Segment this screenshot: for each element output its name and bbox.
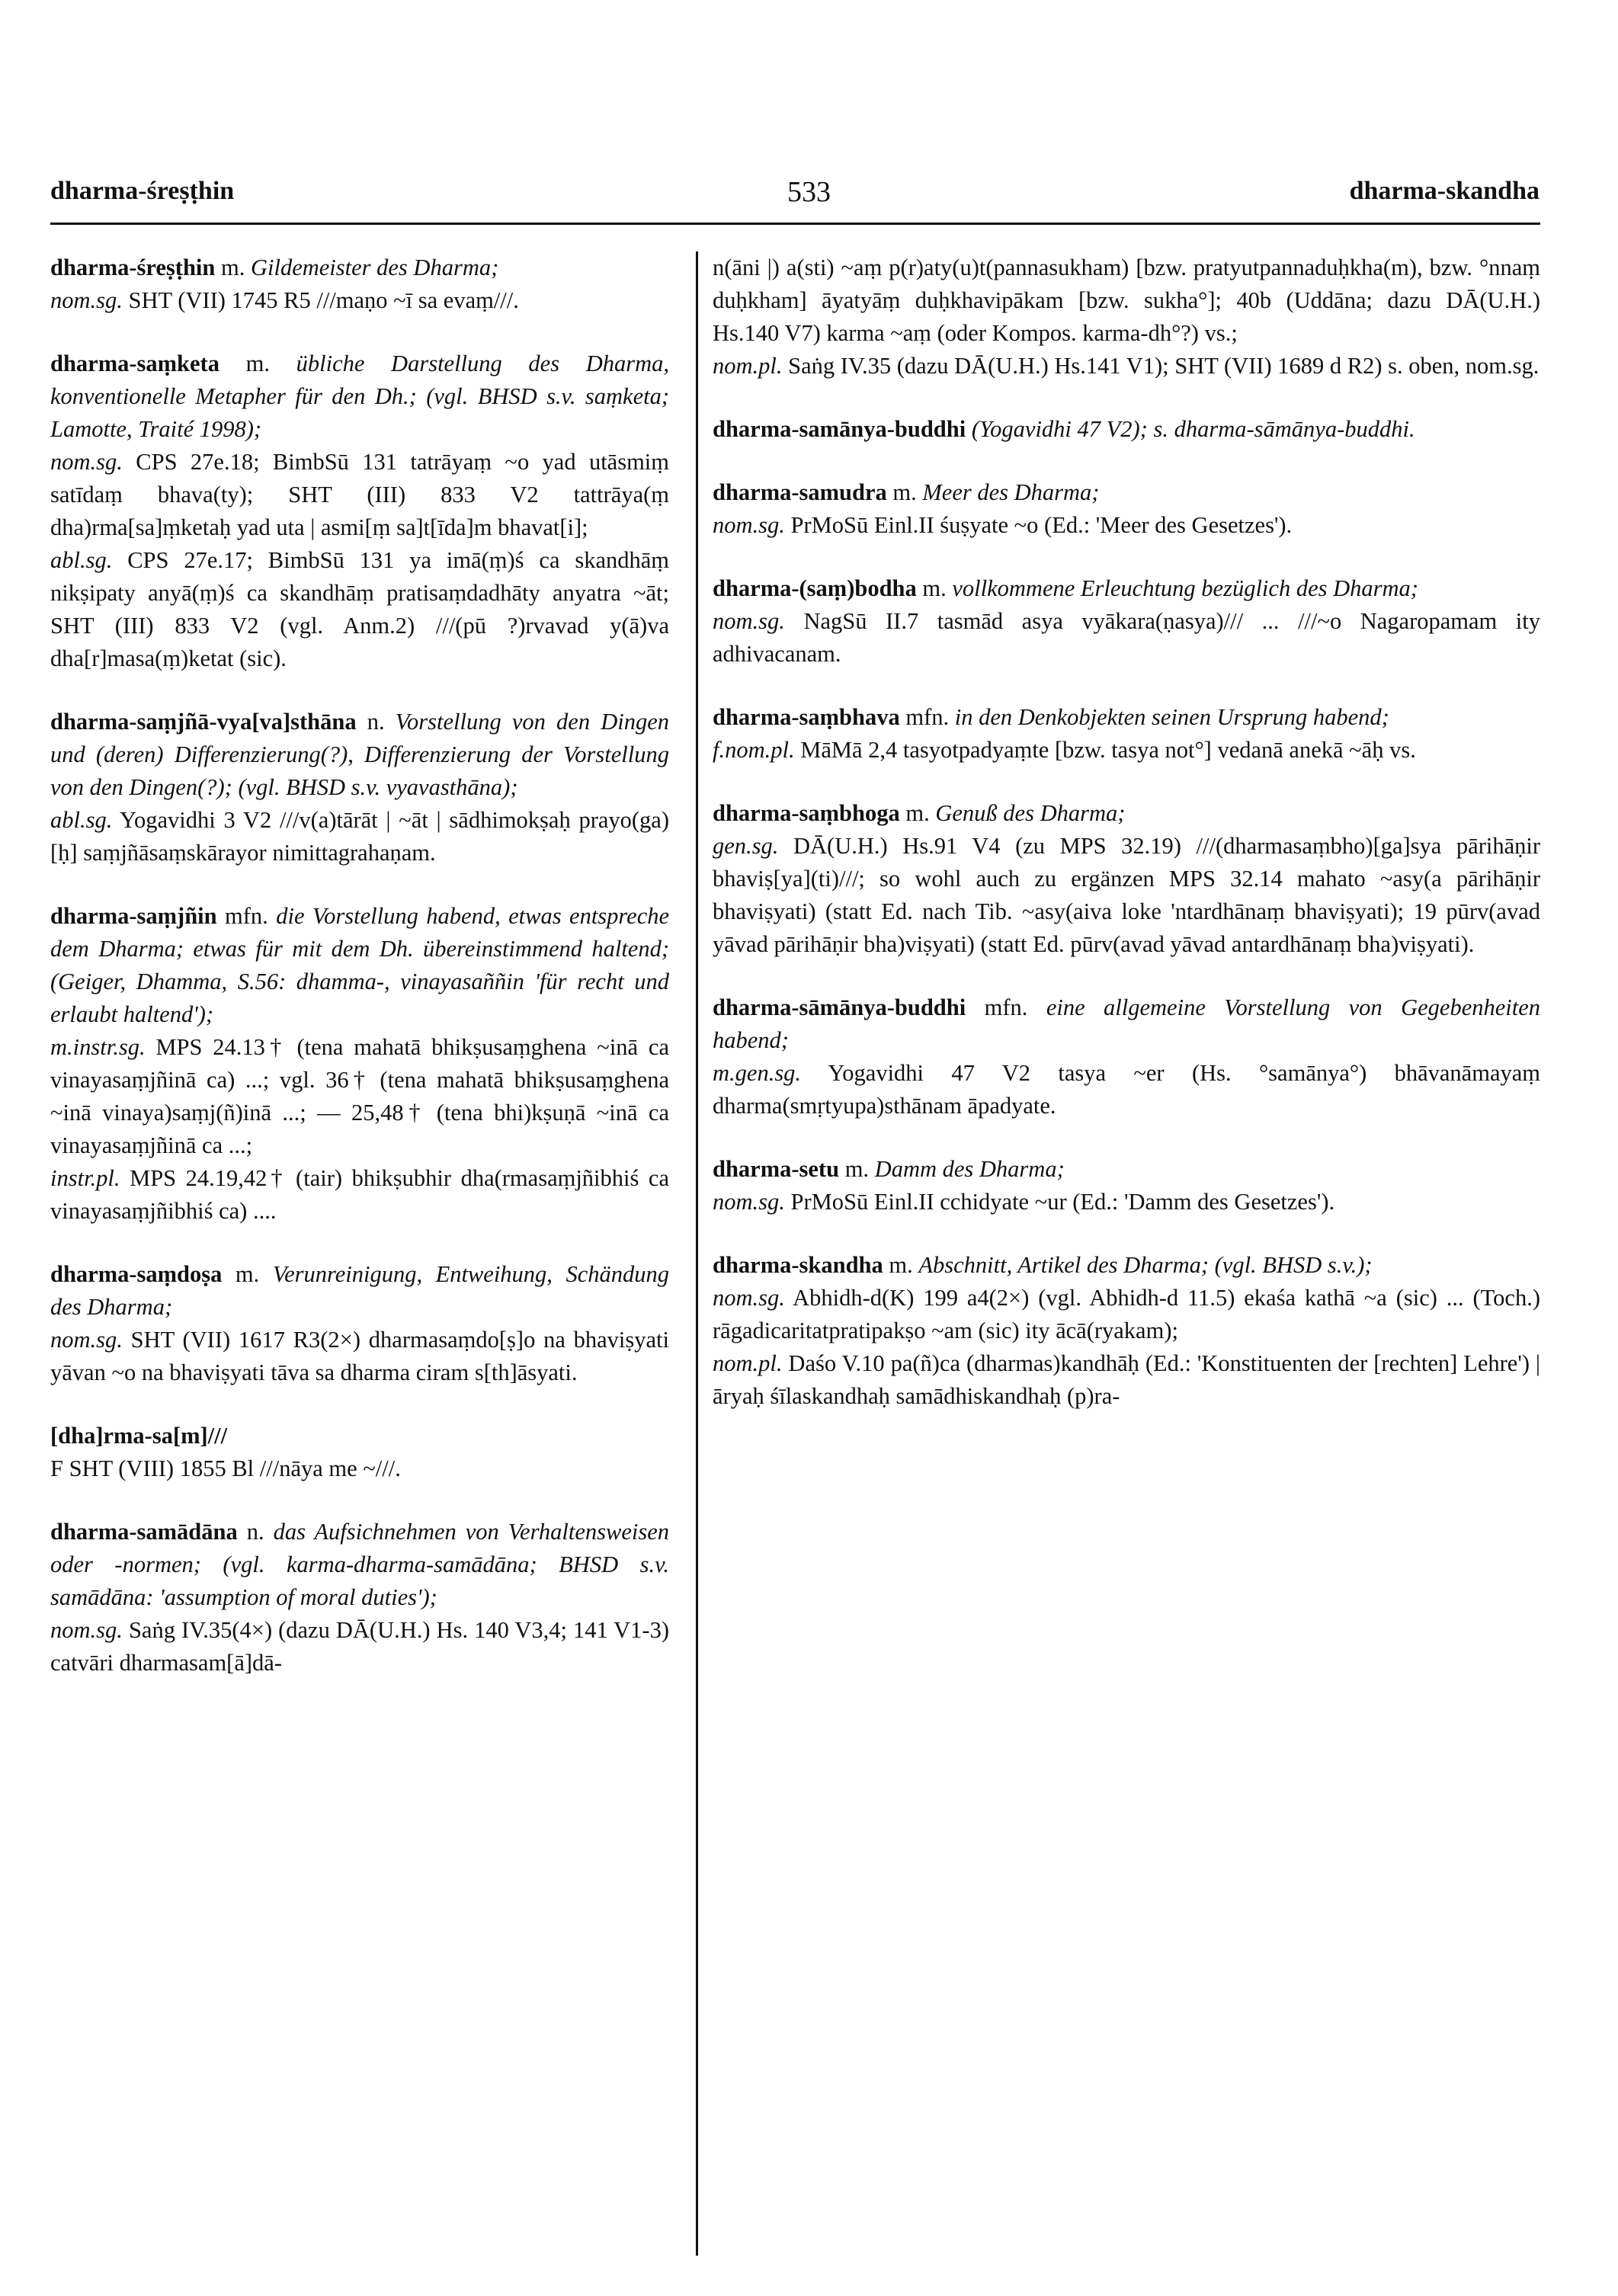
grammar-tag: nom.sg. (713, 1285, 785, 1311)
grammar-tag: m.gen.sg. (713, 1060, 802, 1086)
entry-gender: m. (922, 575, 947, 601)
entry-gender: m. (235, 1261, 260, 1287)
entry-gender: n. (246, 1519, 264, 1545)
citation-line (713, 509, 1540, 542)
grammar-tag: nom.sg. (713, 512, 785, 538)
dictionary-entry (713, 476, 1540, 509)
citation-line (50, 544, 669, 675)
dictionary-entry (50, 251, 669, 284)
citation-line (713, 350, 1540, 383)
citation-text: MāMā 2,4 tasyotpadyaṃte [bzw. tasya not°] vedanā anekā ~āḥ vs. (800, 737, 1416, 763)
citation-line (713, 1347, 1540, 1413)
entry-lemma: dharma-samudra (713, 479, 887, 505)
citation-line (713, 830, 1540, 961)
entry-lemma: dharma-sāmānya-buddhi (713, 994, 966, 1020)
citation-text: PrMoSū Einl.II śuṣyate ~o (Ed.: 'Meer des Gesetzes'). (790, 512, 1293, 538)
grammar-tag: nom.sg. (50, 1327, 123, 1353)
citation-line (50, 1324, 669, 1389)
entry-gloss: (Yogavidhi 47 V2); s. dharma-sāmānya-buddhi. (971, 416, 1415, 442)
citation-line (50, 446, 669, 544)
dictionary-entry (50, 347, 669, 446)
entry-lemma: dharma-samānya-buddhi (713, 416, 966, 442)
entry-gloss: Gildemeister des Dharma; (250, 255, 499, 280)
grammar-tag: nom.pl. (713, 353, 783, 379)
entry-lemma: dharma-saṃbhava (713, 704, 900, 730)
citation-text: F SHT (VIII) 1855 Bl ///nāya me ~///. (50, 1455, 401, 1481)
citation-text: Saṅg IV.35(4×) (dazu DĀ(U.H.) Hs. 140 V3,4; 141 V1-3) catvāri dharmasam[ā]dā- (50, 1617, 669, 1676)
dictionary-entry (713, 1249, 1540, 1282)
dictionary-entry (50, 1258, 669, 1324)
entry-lemma: dharma-saṃdoṣa (50, 1261, 223, 1287)
column-divider (696, 251, 698, 2256)
dictionary-entry (713, 251, 1540, 350)
grammar-tag: abl.sg. (50, 547, 113, 573)
entry-gloss: Verunreinigung, Entweihung, Schändung des Dharma; (50, 1261, 669, 1320)
dictionary-entry (50, 706, 669, 804)
entry-lemma: dharma-saṃjñā-vya[va]sthāna (50, 709, 357, 735)
citation-text: Daśo V.10 pa(ñ)ca (dharmas)kandhāḥ (Ed.: 'Konstituenten der [rechten] Lehre') | āryaḥ śīlaskandhaḥ samādhiskandhaḥ (p)ra- (713, 1350, 1541, 1409)
citation-line (713, 1282, 1540, 1347)
dictionary-entry (713, 572, 1540, 605)
entry-gender: m. (245, 351, 270, 376)
grammar-tag: nom.sg. (713, 1189, 785, 1215)
entry-lemma: dharma-(saṃ)bodha (713, 575, 917, 601)
dictionary-entry (50, 900, 669, 1031)
entry-gender: m. (844, 1156, 870, 1182)
citation-text: CPS 27e.18; BimbSū 131 tatrāyaṃ ~o yad utāsmiṃ satīdaṃ bhava(ty); SHT (III) 833 V2 tattrāya(ṃ dha)rma[sa]ṃketaḥ yad uta | asmi[ṃ sa]t[īda]m bhavat[i]; (50, 449, 669, 540)
entry-gloss: Vorstellung von den Dingen und (deren) Differenzierung(?), Differenzierung der Vorstellung von den Dingen(?); (vgl. BHSD s.v. vyavasthāna); (50, 709, 670, 800)
grammar-tag: gen.sg. (713, 833, 779, 859)
citation-line (50, 1031, 669, 1162)
dictionary-entry (50, 1420, 669, 1452)
entry-lemma: [dha]rma-sa[m]/// (50, 1423, 228, 1449)
entry-lemma: dharma-saṃjñin (50, 903, 217, 929)
entry-gloss: in den Denkobjekten seinen Ursprung habend; (954, 704, 1389, 730)
dictionary-entry (713, 701, 1540, 734)
citation-text: CPS 27e.17; BimbSū 131 ya imā(ṃ)ś ca skandhāṃ nikṣipaty anyā(ṃ)ś ca skandhāṃ pratisaṃdadhāty anyatra ~āt; SHT (III) 833 V2 (vgl. Anm.2) ///(pū ?)rvavad y(ā)va dha[r]masa(ṃ)ketat (sic). (50, 547, 669, 671)
grammar-tag: nom.sg. (713, 608, 785, 634)
grammar-tag: m.instr.sg. (50, 1034, 146, 1060)
entry-gloss: das Aufsichnehmen von Verhaltensweisen oder -normen; (vgl. karma-dharma-samādāna; BHSD s.v. samādāna: 'assumption of moral duties'); (50, 1519, 670, 1610)
entry-gloss: eine allgemeine Vorstellung von Gegebenheiten habend; (713, 994, 1540, 1053)
citation-line (50, 284, 669, 317)
grammar-tag: abl.sg. (50, 807, 113, 833)
citation-text: DĀ(U.H.) Hs.91 V4 (zu MPS 32.19) ///(dharmasaṃbho)[ga]sya pārihāṇir bhaviṣ[ya](ti)///; so wohl auch zu ergänzen MPS 32.14 mahato ~asy(a pārihāṇir bhaviṣyati) (statt Ed. nach Tib. ~asy(aiva loke 'ntardhānaṃ bhaviṣyati); 19 pūrv(avad yāvad pārihāṇir bha)viṣyati) (statt Ed. pūrv(avad yāvad antardhānaṃ bha)viṣyati). (713, 833, 1540, 957)
grammar-tag: nom.sg. (50, 449, 123, 475)
citation-line (50, 1162, 669, 1228)
entry-gloss: vollkommene Erleuchtung bezüglich des Dharma; (952, 575, 1418, 601)
citation-text: SHT (VII) 1745 R5 ///maṇo ~ī sa evaṃ///. (128, 287, 519, 313)
entry-lemma: dharma-saṃbhoga (713, 800, 900, 826)
entry-gloss: Meer des Dharma; (922, 479, 1100, 505)
citation-line (50, 804, 669, 869)
citation-line (50, 1452, 669, 1485)
entry-lemma: dharma-skandha (713, 1252, 883, 1278)
citation-text: PrMoSū Einl.II cchidyate ~ur (Ed.: 'Damm des Gesetzes'). (790, 1189, 1335, 1215)
entry-gloss: Abschnitt, Artikel des Dharma; (vgl. BHSD s.v.); (918, 1252, 1373, 1278)
header-rule (50, 223, 1540, 225)
running-head-right: dharma-skandha (1349, 177, 1540, 205)
entry-lemma: dharma-samādāna (50, 1519, 238, 1545)
citation-text: SHT (VII) 1617 R3(2×) dharmasaṃdo[ṣ]o na bhaviṣyati yāvan ~o na bhaviṣyati tāva sa dharma ciram s[th]āsyati. (50, 1327, 669, 1385)
running-head-left: dharma-śreṣṭhin (50, 177, 235, 205)
entry-gender: m. (905, 800, 930, 826)
grammar-tag: nom.sg. (50, 1617, 123, 1643)
citation-text: Yogavidhi 47 V2 tasya ~er (Hs. °samānya°) bhāvanāmayaṃ dharma(smṛtyupa)sthānam āpadyate. (713, 1060, 1540, 1119)
grammar-tag: nom.sg. (50, 287, 123, 313)
entry-gloss: Damm des Dharma; (874, 1156, 1065, 1182)
entry-gender: n. (367, 709, 385, 735)
citation-line (713, 734, 1540, 767)
left-column (50, 251, 669, 1680)
entry-lemma: dharma-saṃketa (50, 351, 219, 376)
citation-line (713, 605, 1540, 671)
grammar-tag: f.nom.pl. (713, 737, 795, 763)
entry-lemma: dharma-setu (713, 1156, 840, 1182)
right-column (713, 251, 1540, 1413)
grammar-tag: instr.pl. (50, 1165, 120, 1191)
citation-text: Saṅg IV.35 (dazu DĀ(U.H.) Hs.141 V1); SHT (VII) 1689 d R2) s. oben, nom.sg. (788, 353, 1540, 379)
citation-text: Yogavidhi 3 V2 ///v(a)tārāt | ~āt | sādhimokṣaḥ prayo(ga)[ḥ] saṃjñāsaṃskārayor nimittagrahaṇam. (50, 807, 669, 866)
citation-line (713, 1186, 1540, 1218)
citation-text: MPS 24.19,42† (tair) bhikṣubhir dha(rmasaṃjñibhiś ca vinayasaṃjñibhiś ca) .... (50, 1165, 669, 1224)
entry-gender: m. (892, 479, 917, 505)
entry-gender: m. (220, 255, 245, 280)
entry-gender: mfn. (905, 704, 950, 730)
entry-gender: m. (889, 1252, 913, 1278)
citation-line (50, 1614, 669, 1680)
citation-text: n(āni |) a(sti) ~aṃ p(r)aty(u)t(pannasukham) [bzw. pratyutpannaduḥkha(m), bzw. °nnaṃ duḥkham] āyatyāṃ duḥkhavipākam [bzw. sukha°]; 40b (Uddāna; dazu DĀ(U.H.) Hs.140 V7) karma ~aṃ (oder Kompos. karma-dh°?) vs.; (713, 255, 1540, 346)
citation-text: Abhidh-d(K) 199 a4(2×) (vgl. Abhidh-d 11.5) ekaśa kathā ~a (sic) ... (Toch.) rāgadicaritatpratipakṣo ~am (sic) ity ācā(ryakam); (713, 1285, 1540, 1343)
citation-line (713, 1057, 1540, 1122)
citation-text: NagSū II.7 tasmād asya vyākara(ṇasya)/// ... ///~o Nagaropamam ity adhivacanam. (713, 608, 1541, 667)
entry-gender: mfn. (984, 994, 1028, 1020)
entry-gloss: Genuß des Dharma; (935, 800, 1126, 826)
dictionary-entry (50, 1516, 669, 1614)
dictionary-entry (713, 1153, 1540, 1186)
entry-lemma: dharma-śreṣṭhin (50, 255, 216, 280)
dictionary-entry (713, 413, 1540, 446)
entry-gender: mfn. (225, 903, 268, 929)
entry-gloss: übliche Darstellung des Dharma, konventionelle Metapher für den Dh.; (vgl. BHSD s.v. saṃketa; Lamotte, Traité 1998); (50, 351, 670, 442)
dictionary-entry (713, 797, 1540, 830)
grammar-tag: nom.pl. (713, 1350, 783, 1376)
entry-gloss: die Vorstellung habend, etwas entspreche dem Dharma; etwas für mit dem Dh. übereinstimmend haltend; (Geiger, Dhamma, S.56: dhamma-, vinayasaññin 'für recht und erlaubt haltend'); (50, 903, 670, 1027)
dictionary-entry (713, 991, 1540, 1057)
citation-text: MPS 24.13† (tena mahatā bhikṣusaṃghena ~inā ca vinayasaṃjñinā ca) ...; vgl. 36† (tena mahatā bhikṣusaṃghena ~inā vinaya)saṃj(ñ)inā ...; — 25,48† (tena bhi)kṣuṇā ~inā ca vinayasaṃjñinā ca ...; (50, 1034, 669, 1158)
page-number: 533 (787, 176, 831, 208)
